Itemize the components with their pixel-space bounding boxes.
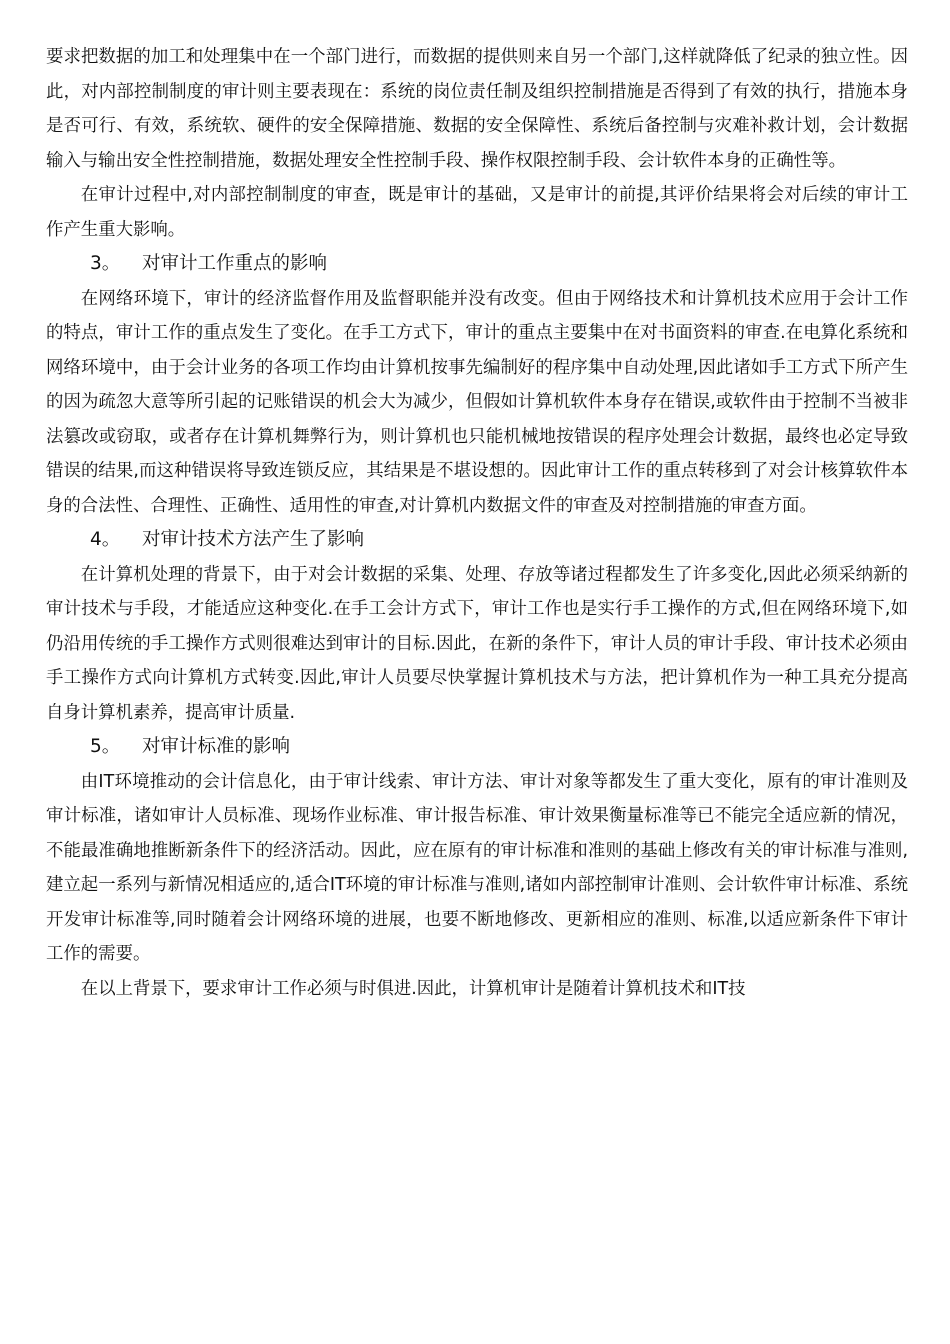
paragraph-internal-control-continued: 要求把数据的加工和处理集中在一个部门进行，而数据的提供则来自另一个部门,这样就降低了纪录的独立性。因此，对内部控制制度的审计则主要表现在：系统的岗位责任制及组织控制措施是否得到了有效的执行，措施本身是否可行、有效，系统软、硬件的安全保障措施、数据的安全保障性、系统后备控制与灾难补救计划，会计数据输入与输出安全性控制措施，数据处理安全性控制手段、操作权限控制手段、会计软件本身的正确性等。 — [46, 47, 908, 171]
paragraph-audit-techniques: 在计算机处理的背景下，由于对会计数据的采集、处理、存放等诸过程都发生了许多变化,因此必须采纳新的审计技术与手段，才能适应这种变化.在手工会计方式下，审计工作也是实行手工操作的方式,但在网络环境下,如仍沿用传统的手工操作方式则很难达到审计的目标.因此，在新的条件下，审计人员的审计手段、审计技术必须由手工操作方式向计算机方式转变.因此,审计人员要尽快掌握计算机技术与方法，把计算机作为一种工具充分提高自身计算机素养，提高审计质量. — [46, 564, 908, 723]
section-heading-3 — [46, 247, 908, 282]
section-heading-4 — [46, 523, 908, 558]
section-number-3: 3。 — [90, 253, 121, 274]
section-title-3: 对审计工作重点的影响 — [142, 253, 328, 274]
paragraph-audit-standards: 由IT环境推动的会计信息化，由于审计线索、审计方法、审计对象等都发生了重大变化，原有的审计准则及审计标准，诸如审计人员标准、现场作业标准、审计报告标准、审计效果衡量标准等已不能完全适应新的情况，不能最准确地推断新条件下的经济活动。因此，应在原有的审计标准和准则的基础上修改有关的审计标准与准则,建立起一系列与新情况相适应的,适合IT环境的审计标准与准则,诸如内部控制审计准则、会计软件审计标准、系统开发审计标准等,同时随着会计网络环境的进展，也要不断地修改、更新相应的准则、标准,以适应新条件下审计工作的需要。 — [46, 771, 908, 964]
paragraph-background-conclusion: 在以上背景下，要求审计工作必须与时俱进.因此，计算机审计是随着计算机技术和IT技 — [80, 978, 746, 999]
paragraph-internal-control-review: 在审计过程中,对内部控制制度的审查，既是审计的基础，又是审计的前提,其评价结果将会对后续的审计工作产生重大影响。 — [46, 185, 908, 240]
section-title-5: 对审计标准的影响 — [142, 736, 291, 757]
section-number-4: 4。 — [90, 529, 121, 550]
document-page — [46, 40, 908, 1006]
paragraph-audit-focus: 在网络环境下，审计的经济监督作用及监督职能并没有改变。但由于网络技术和计算机技术应用于会计工作的特点，审计工作的重点发生了变化。在手工方式下，审计的重点主要集中在对书面资料的审查.在电算化系统和网络环境中，由于会计业务的各项工作均由计算机按事先编制好的程序集中自动处理,因此诸如手工方式下所产生的因为疏忽大意等所引起的记账错误的机会大为减少，但假如计算机软件本身存在错误,或软件由于控制不当被非法篡改或窃取，或者存在计算机舞弊行为，则计算机也只能机械地按错误的程序处理会计数据，最终也必定导致错误的结果,而这种错误将导致连锁反应，其结果是不堪设想的。因此审计工作的重点转移到了对会计核算软件本身的合法性、合理性、正确性、适用性的审查,对计算机内数据文件的审查及对控制措施的审查方面。 — [46, 288, 908, 516]
section-number-5: 5。 — [90, 736, 121, 757]
section-heading-5 — [46, 730, 908, 765]
section-title-4: 对审计技术方法产生了影响 — [142, 529, 365, 550]
